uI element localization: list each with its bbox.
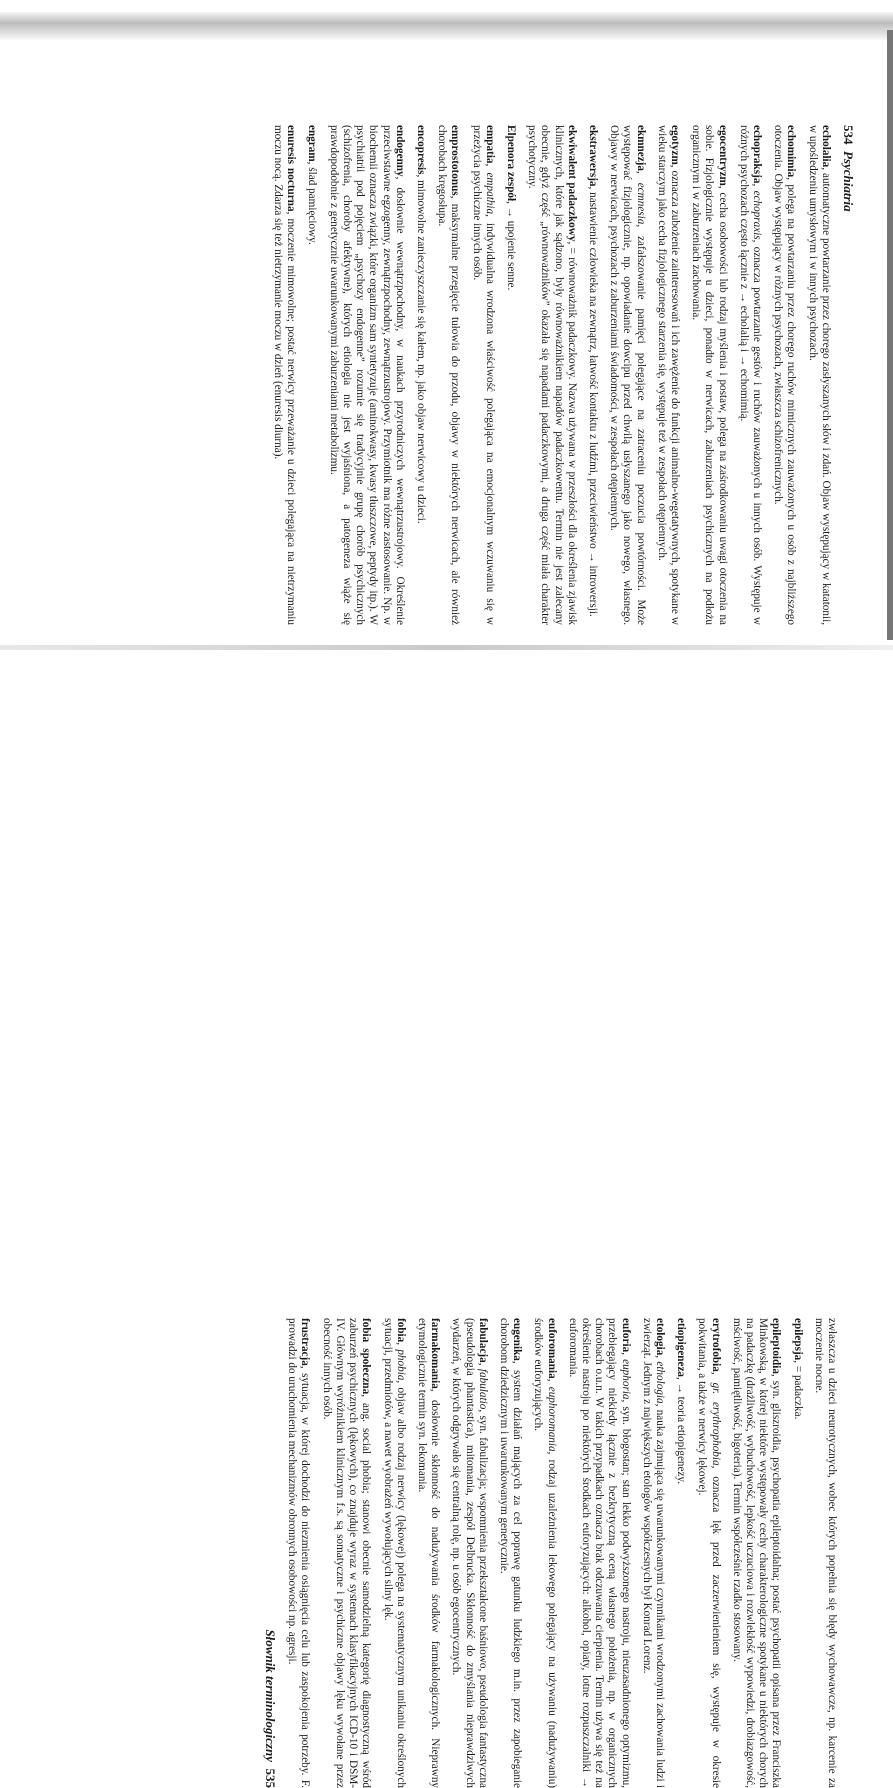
entry-definition: ang. social phobia; stanowi obecnie samodzielną kategorię diagnostyczną wśród zaburzeń psychicznych (lękowych), co znajduje wyraz w systemach klasyfikacyjnych ICD-10 i DSM-IV. Głównym wyróżnikiem klinicznym f.s. są somatyczne i psychiczne objawy lęku wywołane przez obecność innych osób. [321,1318,373,1788]
dictionary-entry: endogenny, dosłownie wewnątrzpochodny, w naukach przyrodniczych wewnątrzustrojowy. Określenie przeciwstawne egzogenny, zewnątrzpochodny, zewnątrzustrojowy. Przymiotnik ma różne zastosowanie. Np. w biochemii oznacza związki, które organizm sam syntetyzuje (aminokwasy, kwasy tłuszczowe, peptydy itp.). W psychiatrii pod pojęciem „psychozy endogenne” rozumie się tradycyjnie grupę chorób psychicznych (schizofrenia, choroby afektywne), których etiologia nie jest wyjaśniona, a patogeneza wiąże się prawdopodobnie z genetycznie uwarunkowanymi zaburzeniami metabolizmu. [327,125,406,625]
dictionary-entry: frustracja, sytuacja, w której dochodzi do niezmienia osiągnięcia celu lub zaspokojenia potrzeby. F. prowadzi do uruchomienia mechanizmów obronnych osobowości np. agresji. [285,1318,311,1788]
dictionary-entry: encopresis, mimowolne zanieczyszczanie się kałem, np. jako objaw nerwicowy u dzieci. [414,125,427,625]
dictionary-entry: epileptoidia, syn. gliszroidia, psychopatia epileptoidalna; postać psychopatii opisana przez Franciszka Minkowską, w której niektóre występowały cechy charakterologiczne spotykane u niektórych chorych na padaczkę (drażliwość, wybuchowość, lepkość uczuciowa i rozwlekłość wypowiedzi, drobiazgowość, mściwość, pamiętliwość, bigoteria). Termin współcześnie rzadko stosowany. [730,1318,783,1788]
entry-definition: = równoważnik padaczkowy. Nazwa używana w przeszłości dla określenia zjawisk klinicznych, które jak sądzono, były równoważnikiem napadów padaczkowentu. Termin nie jest zalecany obecnie, gdyż część „równoważników” okazała się napadami padaczkowymi, a druga część miała charakter psychotyczny. [526,125,578,625]
entry-term: eugenika [511,1318,523,1361]
dictionary-entry: fobia społeczna, ang. social phobia; stanowi obecnie samodzielną kategorię diagnostyczną wśród zaburzeń psychicznych (lękowych), co znajduje wyraz w systemach klasyfikacyjnych ICD-10 i DSM-IV. Głównym wyróżnikiem klinicznym f.s. są somatyczne i psychiczne objawy lęku wywołane przez obecność innych osób. [320,1318,373,1788]
left-page-scan [0,0,893,650]
entry-term: emprostotonus [449,125,461,196]
entry-definition: automatyczne powtarzanie przez chorego zasłyszanych słów i zdań. Objaw występujący w katatonii, w upośledzeniu umysłowym i w innych psychozach. [807,125,832,625]
dictionary-entry: euforomania, euphoromania, rodzaj uzależnienia lekowego polegający na używaniu (nadużywaniu) środków euforyzujących. [531,1318,557,1788]
entry-definition: nastawienie człowieka na zewnątrz, łatwość kontaktu z ludźmi, przeciwieństwo → introwersji. [587,192,599,617]
dictionary-entry: empatia, empathia, indywidualna wrodzona właściwość polegająca na emocjonalnym wczuwaniu się w przeżycia psychiczne innych osób. [469,125,495,625]
dictionary-entry: erytrofobia, gr. erythrophobia, oznacza lęk przed zaczerwienieniem się, występuje w okresie pokwitania, a także w nerwicy lękowej. [695,1318,721,1788]
left-page-number: 534 [841,125,856,145]
entry-definition: indywidualna wrodzona właściwość polegająca na emocjonalnym wczuwaniu się w przeżycia psychiczne innych osób. [471,125,496,625]
entry-term: enuresis nocturna [285,125,297,212]
left-page-content [120,125,855,625]
dictionary-entry: etiopigeneza, → teoria etiopigenezy. [674,1318,687,1788]
entry-definition: nauka zajmująca się uwarunkowanymi czynnikami wrodzonymi zachowania ludzi i zwierząt. Jednym z największych etologów współczesnych był Konrad Lorenz. [641,1318,666,1788]
left-page-title: Psychiatria [841,151,856,212]
dictionary-entry: echomimia, polega na powtarzaniu przez chorego ruchów mimicznych zauważonych u osób z najbliższego otoczenia. Objaw występujący w różnych psychozach, zwłaszcza schizofrenicznych. [771,125,797,625]
entry-definition: = padaczka. [792,1366,804,1420]
right-page-content [133,1318,838,1788]
dictionary-entry: emprostotonus, maksymalne przegięcie tułowia do przodu, objawy w niektórych nerwicach, ale również chorobach kręgosłupa. [435,125,461,625]
entry-latin: euphoria [620,1359,632,1399]
dictionary-entry: etologia, ethologia, nauka zajmująca się uwarunkowanymi czynnikami wrodzonymi zachowania ludzi i zwierząt. Jednym z największych etologów współczesnych był Konrad Lorenz. [640,1318,666,1788]
entry-definition: rodzaj uzależnienia lekowego polegający na używaniu (nadużywaniu) środków euforyzujących. [532,1318,557,1788]
left-page-header [842,125,855,625]
entry-definition: dosłownie skłonność do nadużywania środków farmakologicznych. Nieprawny etymologicznie termin syn. lekomania. [416,1318,441,1788]
entry-term: epilepsja [792,1318,804,1360]
entry-definition: oznacza zubożenie zainteresowań i ich zawężenie do funkcji animalno-wegetatywnych, spotykane w wieku starczym jako cecha fizjologicznego starzenia się, występuje też w zespołach otępiennych. [656,125,681,625]
entry-term: echolalia [820,125,832,167]
entry-definition: syn. błogostan; stan lekko podwyższonego nastroju, nieuzasadnionego optymizmu, przebiegający niekiedy łącznie z bezkrytyczną oceną własnego położenia, np. w organicznych chorobach o.u.n. W takich przypadkach oznacza brak odczuwania cierpienia. Termin używa się też na określenie nastroju po niektórych środkach euforyzujących: alkohol, opiaty, lotne rozpuszczalniki → euforomania. [567,1318,632,1788]
dictionary-entry: epilepsja, = padaczka. [790,1318,803,1788]
dictionary-entry: engram, ślad pamięciowy. [305,125,318,625]
entry-definition: → teoria etiopigenezy. [675,1383,687,1484]
entry-definition: sytuacja, w której dochodzi do niezmienia osiągnięcia celu lub zaspokojenia potrzeby. F. prowadzi do uruchomienia mechanizmów obronnych osobowości np. agresji. [286,1318,311,1788]
dictionary-entry: fobia, phobia, objaw albo rodzaj nerwicy (lękowej) polega na systematycznym unikaniu określonych sytuacji, przedmiotów, a nawet wyobrażeń wywołujących silny lęk. [380,1318,406,1788]
scan-artifact-top [0,12,893,40]
entry-term: encopresis [415,125,427,175]
dictionary-entry: echopraksja, echopraxis, oznacza powtarzanie gestów i ruchów zauważonych u innych osób. Występuje w różnych psychozach często łącznie z → echolalią i → echomimią. [737,125,763,625]
entry-definition: syn. fabulizacja; wspomnienia przekształcone baśniowo, pseudologia fantastyczna (pseudologia phantastica), mitomania, zespół Delbrucka. Skłonność do zmyślania nieprawdziwych wydarzeń, w których odgrywało się centralną rolę, np. u osób egocentrycznych. [450,1318,488,1788]
entry-latin: ecmnesia [635,183,647,225]
entry-term: ekstrawersja [587,125,599,187]
entry-term: egocentryzm [717,125,729,186]
dictionary-entry [812,1318,838,1788]
entry-definition: zafałszowanie pamięci polegające na zatraceniu poczucia powtórności. Może występować fizjologicznie, np. opowiadanie dowcipu przed chwilą usłyszanego jako nowego, własnego. Objawy w nerwicach, psychozach z zaburzeniami świadomości, w zespołach otępiennych. [608,125,646,625]
entry-definition: mimowolne zanieczyszczanie się kałem, np. jako objaw nerwicowy u dzieci. [415,180,427,524]
entry-definition: system działań mających za cel poprawę gatunku ludzkiego m.in. przez zapobieganie chorobom dziedzicznym i uwarunkowanym genetycznie. [498,1318,523,1788]
entry-term: frustracja [300,1318,312,1366]
dictionary-entry: fabulacja, fabulatio, syn. fabulizacja; wspomnienia przekształcone baśniowo, pseudologia fantastyczna (pseudologia phantastica), mitomania, zespół Delbrucka. Skłonność do zmyślania nieprawdziwych wydarzeń, w których odgrywało się centralną rolę, np. u osób egocentrycznych. [449,1318,489,1788]
entry-term: fobia społeczna [360,1318,372,1394]
entry-term: fobia [395,1318,407,1342]
entry-definition: objaw albo rodzaj nerwicy (lękowej) polega na systematycznym unikaniu określonych sytuacji, przedmiotów, a nawet wyobrażeń wywołujących silny lęk. [382,1318,407,1788]
entry-latin: fabulatio [477,1369,489,1409]
entry-definition: syn. gliszroidia, psychopatia epileptoidalna; postać psychopatii opisana przez Franciszka Minkowską, w której niektóre występowały cechy charakterologiczne spotykane u niektórych chorych na padaczkę (drażliwość, wybuchowość, lepkość uczuciowa i rozwlekłość wypowiedzi, drobiazgowość, mściwość, pamiętliwość, bigoteria). Termin współcześnie rzadko stosowany. [731,1318,783,1788]
dictionary-entry: enuresis nocturna, moczenie mimowolne; postać nerwicy przeważanie u dzieci polegająca na nietrzymaniu moczu nocą. Zdarza się też nietrzymanie moczu w dzień (enuresis diurna). [271,125,297,625]
entry-definition: polega na powtarzaniu przez chorego ruchów mimicznych zauważonych u osób z najbliższego otoczenia. Objaw występujący w różnych psychozach, zwłaszcza schizofrenicznych. [772,125,797,625]
right-page-scan [0,650,893,1263]
entry-term: echomimia [785,125,797,177]
entry-term: Elpenora zespół [505,125,517,201]
entry-term: egotyzm [669,125,681,165]
entry-term: empatia [484,125,496,164]
entry-term: euforomania [546,1318,558,1379]
entry-term: ekwiwalent padaczkowy [566,125,578,241]
dictionary-entry: Elpenora zespół, → upojenie senne. [504,125,517,625]
entry-term: ekmnezja [635,125,647,171]
dictionary-entry: euforia, euphoria, syn. błogostan; stan lekko podwyższonego nastroju, nieuzasadnionego optymizmu, przebiegający niekiedy łącznie z bezkrytyczną oceną własnego położenia, np. w organicznych chorobach o.u.n. W takich przypadkach oznacza brak odczuwania cierpienia. Termin używa się też na określenie nastroju po niektórych środkach euforyzujących: alkohol, opiaty, lotne rozpuszczalniki → euforomania. [566,1318,632,1788]
entry-term: etiopigeneza [675,1318,687,1377]
entry-definition: maksymalne przegięcie tułowia do przodu, objawy w niektórych nerwicach, ale również chorobach kręgosłupa. [436,125,461,625]
entry-definition: moczenie mimowolne; postać nerwicy przeważanie u dzieci polegająca na nietrzymaniu moczu nocą. Zdarza się też nietrzymanie moczu w dzień (enuresis diurna). [272,125,297,625]
right-page-header [264,1318,277,1788]
left-page-entries [271,125,832,625]
entry-definition: ślad pamięciowy. [307,167,319,245]
right-page-entries [285,1318,838,1788]
entry-latin: echopraxis [751,191,763,240]
right-page-title: Słownik terminologiczny [263,1629,278,1762]
entry-term: erytrofobia [710,1318,722,1372]
entry-definition: zwłaszcza u dzieci neurotycznych, wobec których popełnia się błędy wychowawcze, np. karcenie za moczenie nocne. [813,1318,838,1788]
dictionary-entry: ekwiwalent padaczkowy, = równoważnik padaczkowy. Nazwa używana w przeszłości dla określenia zjawisk klinicznych, które jak sądzono, były równoważnikiem napadów padaczkowentu. Termin nie jest zalecany obecnie, gdyż część „równoważników” okazała się napadami padaczkowymi, a druga część miała charakter psychotyczny. [525,125,578,625]
entry-definition: oznacza powtarzanie gestów i ruchów zauważonych u innych osób. Występuje w różnych psychozach często łącznie z → echolalią i → echomimią. [738,125,763,625]
dictionary-entry: farmakomania, dosłownie skłonność do nadużywania środków farmakologicznych. Nieprawny etymologicznie termin syn. lekomania. [415,1318,441,1788]
entry-latin: euphoromania [546,1387,558,1452]
dictionary-entry: ekstrawersja, nastawienie człowieka na zewnątrz, łatwość kontaktu z ludźmi, przeciwieństwo → introwersji. [586,125,599,625]
dictionary-entry: eugenika, system działań mających za cel poprawę gatunku ludzkiego m.in. przez zapobieganie chorobom dziedzicznym i uwarunkowanym genetycznie. [497,1318,523,1788]
dictionary-entry: egocentryzm, cecha osobowości lub rodzaj myślenia i postaw, polega na zaśrodkowaniu uwagi otoczenia na sobie. Fizjologicznie występuje u dzieci, ponadto w nerwicach, zaburzeniach psychicznych na podłożu organicznym i w zaburzeniach zachowania. [689,125,729,625]
entry-term: euforia [620,1318,632,1352]
entry-definition: cecha osobowości lub rodzaj myślenia i postaw, polega na zaśrodkowaniu uwagi otoczenia na sobie. Fizjologicznie występuje u dzieci, ponadto w nerwicach, zaburzeniach psychicznych na podłożu organicznym i w zaburzeniach zachowania. [690,125,728,625]
entry-term: engram [307,125,319,162]
entry-definition: dosłownie wewnątrzpochodny, w naukach przyrodniczych wewnątrzustrojowy. Określenie przeciwstawne egzogenny, zewnątrzpochodny, zewnątrzustrojowy. Przymiotnik ma różne zastosowanie. Np. w biochemii oznacza związki, które organizm sam syntetyzuje (aminokwasy, kwasy tłuszczowe, peptydy itp.). W psychiatrii pod pojęciem „psychozy endogenne” rozumie się tradycyjnie grupę chorób psychicznych (schizofrenia, choroby afektywne), których etiologia nie jest wyjaśniona, a patogeneza wiąże się prawdopodobnie z genetycznie uwarunkowanymi zaburzeniami metabolizmu. [328,125,406,625]
entry-term: fabulacja [477,1318,489,1363]
entry-latin: gr. erythrophobia [710,1383,722,1466]
entry-latin: ethologia [654,1361,666,1403]
right-page-number: 535 [263,1769,278,1788]
entry-term: epileptoidia [770,1318,782,1374]
entry-latin: phobia [395,1349,407,1380]
scan-edge-right [887,30,893,640]
dictionary-entry: egotyzm, oznacza zubożenie zainteresowań i ich zawężenie do funkcji animalno-wegetatywnych, spotykane w wieku starczym jako cecha fizjologicznego starzenia się, występuje też w zespołach otępiennych. [655,125,681,625]
dictionary-entry: echolalia, automatyczne powtarzanie przez chorego zasłyszanych słów i zdań. Objaw występujący w katatonii, w upośledzeniu umysłowym i w innych psychozach. [805,125,831,625]
entry-latin: empathia [484,172,496,214]
dictionary-entry: ekmnezja, ecmnesia, zafałszowanie pamięci polegające na zatraceniu poczucia powtórności. Może występować fizjologicznie, np. opowiadanie dowcipu przed chwilą usłyszanego jako nowego, własnego. Objawy w nerwicach, psychozach z zaburzeniami świadomości, w zespołach otępiennych. [607,125,647,625]
entry-term: echopraksja [751,125,763,183]
entry-term: endogenny [394,125,406,177]
entry-definition: oznacza lęk przed zaczerwienieniem się, występuje w okresie pokwitania, a także w nerwicy lękowej. [696,1318,721,1788]
entry-term: farmakomania [429,1318,441,1389]
entry-definition: → upojenie senne. [505,207,517,291]
entry-term: etologia [654,1318,666,1355]
